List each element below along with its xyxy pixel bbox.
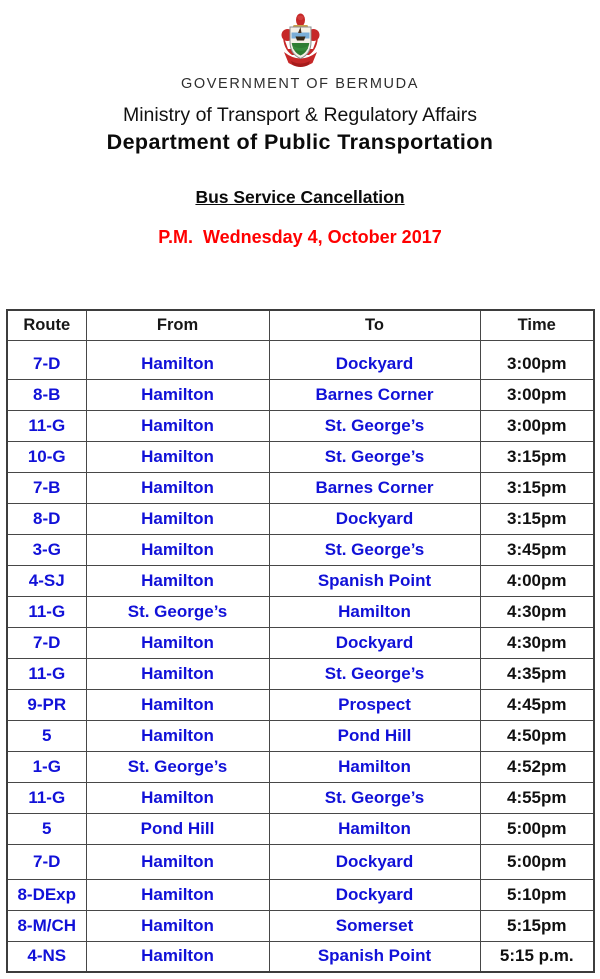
time-cell: 3:00pm [480,379,594,410]
table-row [7,410,594,441]
time-cell: 3:00pm [480,410,594,441]
time-cell: 4:30pm [480,596,594,627]
to-cell: Spanish Point [269,941,480,972]
table-row [7,441,594,472]
from-cell: Hamilton [86,379,269,410]
to-cell: St. George’s [269,410,480,441]
table-row [7,941,594,972]
from-cell: Hamilton [86,534,269,565]
route-cell: 8-B [7,379,86,410]
time-cell: 3:15pm [480,472,594,503]
table-header-row [7,310,594,340]
from-cell: Hamilton [86,658,269,689]
time-cell: 3:00pm [480,340,594,379]
from-cell: St. George’s [86,596,269,627]
time-cell: 4:55pm [480,782,594,813]
route-cell: 8-M/CH [7,910,86,941]
to-cell: Dockyard [269,340,480,379]
route-cell: 11-G [7,596,86,627]
table-row [7,596,594,627]
table-row [7,782,594,813]
route-cell: 7-D [7,340,86,379]
to-cell: Somerset [269,910,480,941]
from-cell: Hamilton [86,844,269,879]
table-row [7,503,594,534]
time-cell: 3:15pm [480,503,594,534]
from-cell: Hamilton [86,689,269,720]
from-cell: Hamilton [86,503,269,534]
department-title: Department of Public Transportation [106,130,494,154]
route-cell: 11-G [7,410,86,441]
from-cell: Hamilton [86,410,269,441]
from-cell: Hamilton [86,627,269,658]
from-cell: Hamilton [86,565,269,596]
from-cell: Hamilton [86,879,269,910]
table-row [7,534,594,565]
route-cell: 8-DExp [7,879,86,910]
to-cell: Dockyard [269,879,480,910]
from-cell: Hamilton [86,910,269,941]
table-row [7,658,594,689]
table-row [7,340,594,379]
route-cell: 4-SJ [7,565,86,596]
from-cell: Hamilton [86,441,269,472]
to-cell: Hamilton [269,596,480,627]
to-cell: Pond Hill [269,720,480,751]
to-cell: Dockyard [269,844,480,879]
to-cell: St. George’s [269,658,480,689]
table-row [7,751,594,782]
route-cell: 4-NS [7,941,86,972]
from-cell: St. George’s [86,751,269,782]
time-cell: 5:00pm [480,813,594,844]
bermuda-coat-of-arms-icon [279,13,322,70]
table-row [7,627,594,658]
from-cell: Hamilton [86,941,269,972]
table-header-row [7,310,594,340]
from-cell: Hamilton [86,472,269,503]
time-cell: 4:35pm [480,658,594,689]
route-cell: 3-G [7,534,86,565]
to-cell: Hamilton [269,813,480,844]
to-cell: St. George’s [269,534,480,565]
route-cell: 8-D [7,503,86,534]
to-cell: Barnes Corner [269,379,480,410]
table-row [7,472,594,503]
time-cell: 5:15pm [480,910,594,941]
document-header [0,13,600,248]
route-cell: 7-B [7,472,86,503]
column-header-time: Time [480,310,594,340]
time-cell: 5:00pm [480,844,594,879]
table-row [7,720,594,751]
ministry-title: Ministry of Transport & Regulatory Affairs [122,104,478,126]
time-cell: 5:10pm [480,879,594,910]
time-cell: 4:52pm [480,751,594,782]
from-cell: Hamilton [86,720,269,751]
table-row [7,879,594,910]
to-cell: Hamilton [269,751,480,782]
cancellation-table [6,309,595,973]
to-cell: Prospect [269,689,480,720]
cancellation-date: P.M. Wednesday 4, October 2017 [158,227,442,247]
column-header-route: Route [7,310,86,340]
time-cell: 4:30pm [480,627,594,658]
route-cell: 5 [7,813,86,844]
route-cell: 10-G [7,441,86,472]
time-cell: 4:50pm [480,720,594,751]
table-body [7,340,594,972]
route-cell: 1-G [7,751,86,782]
from-cell: Pond Hill [86,813,269,844]
table-row [7,844,594,879]
time-cell: 5:15 p.m. [480,941,594,972]
bus-service-cancellation-title: Bus Service Cancellation [195,187,405,207]
table-row [7,689,594,720]
route-cell: 11-G [7,782,86,813]
route-cell: 7-D [7,844,86,879]
to-cell: Dockyard [269,503,480,534]
to-cell: St. George’s [269,782,480,813]
table-row [7,379,594,410]
table-row [7,813,594,844]
route-cell: 9-PR [7,689,86,720]
time-cell: 4:00pm [480,565,594,596]
to-cell: Spanish Point [269,565,480,596]
column-header-to: To [269,310,480,340]
time-cell: 4:45pm [480,689,594,720]
government-of-bermuda-label: GOVERNMENT OF BERMUDA [181,76,419,92]
to-cell: Dockyard [269,627,480,658]
route-cell: 7-D [7,627,86,658]
to-cell: Barnes Corner [269,472,480,503]
route-cell: 5 [7,720,86,751]
route-cell: 11-G [7,658,86,689]
to-cell: St. George’s [269,441,480,472]
column-header-from: From [86,310,269,340]
from-cell: Hamilton [86,782,269,813]
from-cell: Hamilton [86,340,269,379]
time-cell: 3:45pm [480,534,594,565]
table-row [7,565,594,596]
time-cell: 3:15pm [480,441,594,472]
table-row [7,910,594,941]
